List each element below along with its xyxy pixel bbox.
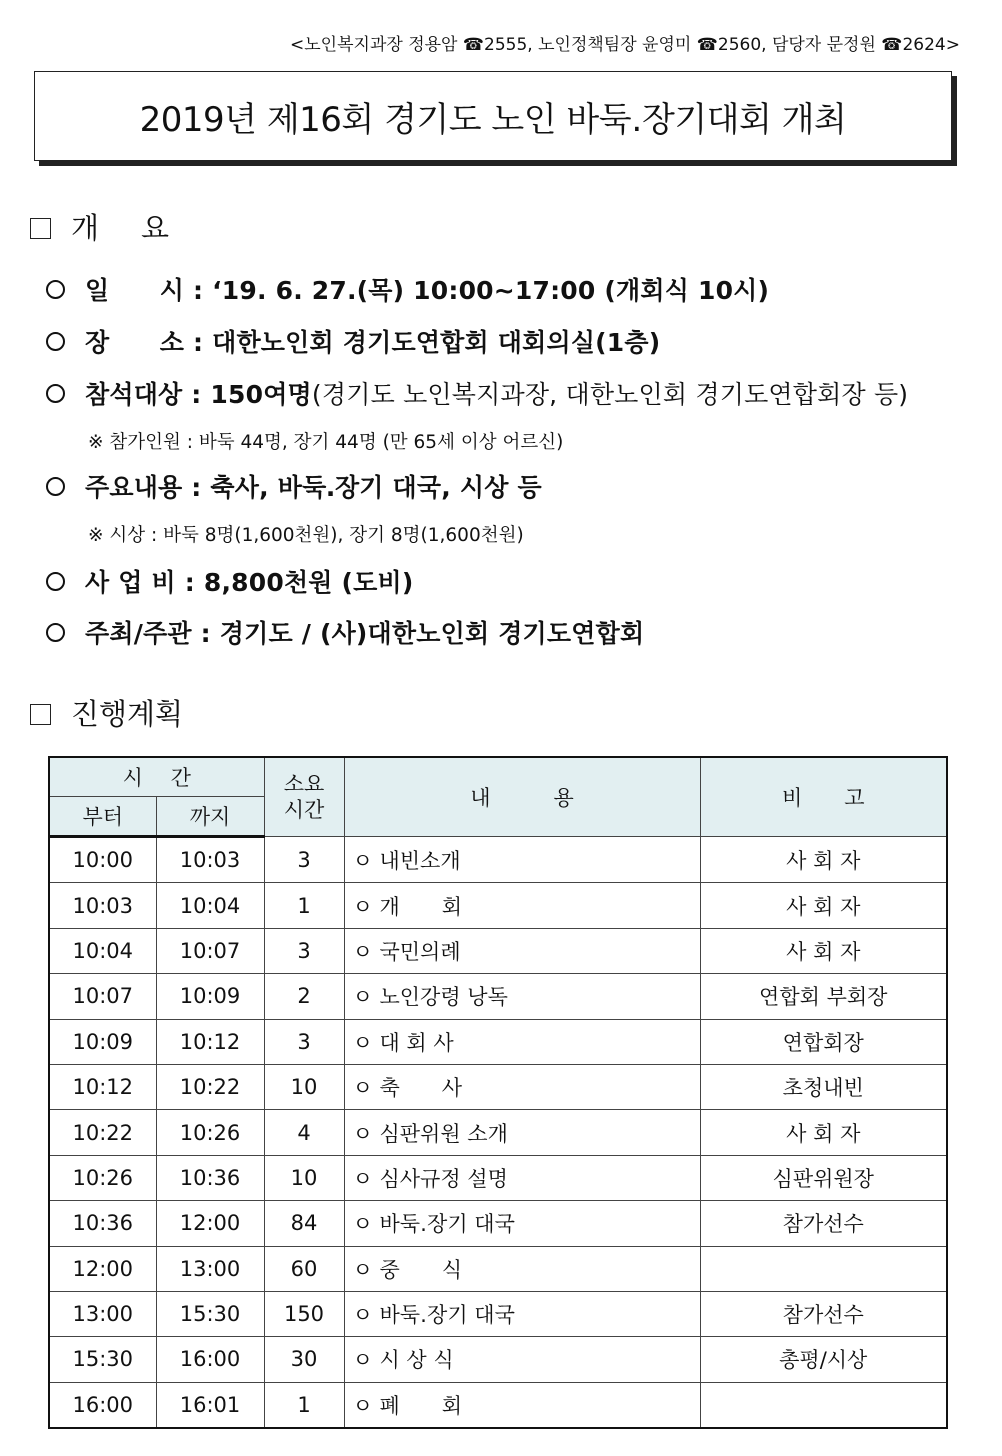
cell-content: ㅇ 축 사 bbox=[344, 1064, 700, 1109]
cell-remarks: 참가선수 bbox=[700, 1201, 947, 1246]
cell-to: 16:00 bbox=[156, 1337, 264, 1382]
cell-from: 15:30 bbox=[49, 1337, 156, 1382]
item-value: ‘19. 6. 27.(목) 10:00~17:00 (개회식 10시) bbox=[212, 276, 770, 305]
table-row bbox=[49, 974, 947, 1019]
table-row bbox=[49, 1064, 947, 1109]
table-row bbox=[49, 1291, 947, 1336]
item-label: 참석대상 : bbox=[85, 380, 202, 409]
cell-to: 13:00 bbox=[156, 1246, 264, 1291]
table-row bbox=[49, 1019, 947, 1064]
cell-duration: 4 bbox=[264, 1110, 344, 1155]
header-from: 부터 bbox=[49, 797, 156, 837]
cell-from: 16:00 bbox=[49, 1382, 156, 1428]
header-remarks: 비 고 bbox=[700, 757, 947, 837]
cell-remarks: 총평/시상 bbox=[700, 1337, 947, 1382]
item-value: 축사, 바둑․장기 대국, 시상 등 bbox=[210, 473, 542, 502]
table-row bbox=[49, 1337, 947, 1382]
item-value: 8,800천원 (도비) bbox=[203, 568, 414, 597]
item-label: 일 시 : bbox=[85, 276, 204, 305]
overview-item-place bbox=[46, 323, 660, 359]
contact-line: <노인복지과장 정용암 ☎2555, 노인정책팀장 윤영미 ☎2560, 담당자 문정원 ☎2624> bbox=[290, 35, 960, 55]
cell-content: ㅇ 심사규정 설명 bbox=[344, 1155, 700, 1200]
cell-from: 10:09 bbox=[49, 1019, 156, 1064]
cell-remarks: 초청내빈 bbox=[700, 1064, 947, 1109]
cell-content: ㅇ 중 식 bbox=[344, 1246, 700, 1291]
table-row bbox=[49, 1246, 947, 1291]
cell-to: 10:03 bbox=[156, 837, 264, 883]
cell-remarks: 사 회 자 bbox=[700, 1110, 947, 1155]
cell-duration: 30 bbox=[264, 1337, 344, 1382]
table-row bbox=[49, 928, 947, 973]
cell-content: ㅇ 내빈소개 bbox=[344, 837, 700, 883]
cell-content: ㅇ 폐 회 bbox=[344, 1382, 700, 1428]
overview-item-budget bbox=[46, 563, 414, 599]
schedule-table bbox=[48, 756, 948, 1429]
cell-content: ㅇ 시 상 식 bbox=[344, 1337, 700, 1382]
item-label: 장 소 : bbox=[85, 328, 204, 357]
cell-content: ㅇ 개 회 bbox=[344, 883, 700, 928]
table-row bbox=[49, 1155, 947, 1200]
item-label: 주최/주관 : bbox=[85, 619, 211, 648]
cell-from: 10:00 bbox=[49, 837, 156, 883]
square-bullet-icon bbox=[30, 218, 51, 239]
cell-duration: 150 bbox=[264, 1291, 344, 1336]
cell-duration: 1 bbox=[264, 1382, 344, 1428]
table-row bbox=[49, 1201, 947, 1246]
header-to: 까지 bbox=[156, 797, 264, 837]
cell-to: 10:36 bbox=[156, 1155, 264, 1200]
cell-content: ㅇ 바둑․장기 대국 bbox=[344, 1291, 700, 1336]
circle-bullet-icon bbox=[46, 280, 65, 299]
cell-duration: 10 bbox=[264, 1064, 344, 1109]
note-awards: ※ 시상 : 바둑 8명(1,600천원), 장기 8명(1,600천원) bbox=[88, 525, 524, 546]
cell-duration: 60 bbox=[264, 1246, 344, 1291]
item-value: 경기도 / (사)대한노인회 경기도연합회 bbox=[219, 619, 645, 648]
cell-content: ㅇ 국민의례 bbox=[344, 928, 700, 973]
cell-to: 10:12 bbox=[156, 1019, 264, 1064]
circle-bullet-icon bbox=[46, 623, 65, 642]
circle-bullet-icon bbox=[46, 332, 65, 351]
header-time: 시 간 bbox=[49, 757, 264, 797]
note-participants: ※ 참가인원 : 바둑 44명, 장기 44명 (만 65세 이상 어르신) bbox=[88, 432, 564, 453]
cell-duration: 3 bbox=[264, 837, 344, 883]
square-bullet-icon bbox=[30, 704, 51, 725]
document-title: 2019년 제16회 경기도 노인 바둑․장기대회 개최 bbox=[139, 99, 847, 140]
cell-to: 16:01 bbox=[156, 1382, 264, 1428]
cell-remarks bbox=[700, 1246, 947, 1291]
circle-bullet-icon bbox=[46, 477, 65, 496]
item-value: 150여명 bbox=[210, 380, 312, 409]
cell-remarks bbox=[700, 1382, 947, 1428]
item-extra: (경기도 노인복지과장, 대한노인회 경기도연합회장 등) bbox=[311, 380, 909, 409]
section-plan-heading bbox=[30, 692, 183, 733]
circle-bullet-icon bbox=[46, 384, 65, 403]
cell-to: 10:04 bbox=[156, 883, 264, 928]
cell-to: 10:09 bbox=[156, 974, 264, 1019]
cell-content: ㅇ 노인강령 낭독 bbox=[344, 974, 700, 1019]
cell-duration: 2 bbox=[264, 974, 344, 1019]
cell-to: 10:07 bbox=[156, 928, 264, 973]
header-duration: 소요 시간 bbox=[264, 757, 344, 837]
cell-remarks: 사 회 자 bbox=[700, 883, 947, 928]
table-row bbox=[49, 1382, 947, 1428]
cell-duration: 3 bbox=[264, 928, 344, 973]
cell-remarks: 연합회장 bbox=[700, 1019, 947, 1064]
cell-duration: 3 bbox=[264, 1019, 344, 1064]
table-row bbox=[49, 1110, 947, 1155]
cell-from: 10:03 bbox=[49, 883, 156, 928]
cell-from: 12:00 bbox=[49, 1246, 156, 1291]
cell-duration: 10 bbox=[264, 1155, 344, 1200]
cell-from: 13:00 bbox=[49, 1291, 156, 1336]
table-row bbox=[49, 837, 947, 883]
cell-remarks: 참가선수 bbox=[700, 1291, 947, 1336]
overview-item-attendees bbox=[46, 375, 908, 411]
cell-from: 10:07 bbox=[49, 974, 156, 1019]
overview-heading-b: 요 bbox=[141, 211, 170, 245]
cell-content: ㅇ 심판위원 소개 bbox=[344, 1110, 700, 1155]
cell-from: 10:36 bbox=[49, 1201, 156, 1246]
overview-item-date bbox=[46, 271, 769, 307]
cell-duration: 84 bbox=[264, 1201, 344, 1246]
cell-to: 12:00 bbox=[156, 1201, 264, 1246]
plan-heading-text: 진행계획 bbox=[71, 697, 184, 731]
cell-content: ㅇ 바둑․장기 대국 bbox=[344, 1201, 700, 1246]
cell-remarks: 심판위원장 bbox=[700, 1155, 947, 1200]
cell-from: 10:04 bbox=[49, 928, 156, 973]
item-label: 주요내용 : bbox=[85, 473, 202, 502]
cell-from: 10:26 bbox=[49, 1155, 156, 1200]
cell-remarks: 연합회 부회장 bbox=[700, 974, 947, 1019]
section-overview-heading bbox=[30, 206, 169, 247]
circle-bullet-icon bbox=[46, 572, 65, 591]
cell-to: 15:30 bbox=[156, 1291, 264, 1336]
table-row bbox=[49, 883, 947, 928]
cell-duration: 1 bbox=[264, 883, 344, 928]
cell-from: 10:12 bbox=[49, 1064, 156, 1109]
overview-item-host bbox=[46, 614, 644, 650]
cell-content: ㅇ 대 회 사 bbox=[344, 1019, 700, 1064]
cell-from: 10:22 bbox=[49, 1110, 156, 1155]
overview-item-contents bbox=[46, 468, 542, 504]
item-value: 대한노인회 경기도연합회 대회의실(1층) bbox=[212, 328, 661, 357]
cell-to: 10:22 bbox=[156, 1064, 264, 1109]
header-content: 내 용 bbox=[344, 757, 700, 837]
cell-remarks: 사 회 자 bbox=[700, 837, 947, 883]
cell-remarks: 사 회 자 bbox=[700, 928, 947, 973]
title-box bbox=[34, 71, 952, 161]
cell-to: 10:26 bbox=[156, 1110, 264, 1155]
overview-heading-a: 개 bbox=[71, 211, 100, 245]
item-label: 사 업 비 : bbox=[85, 568, 195, 597]
